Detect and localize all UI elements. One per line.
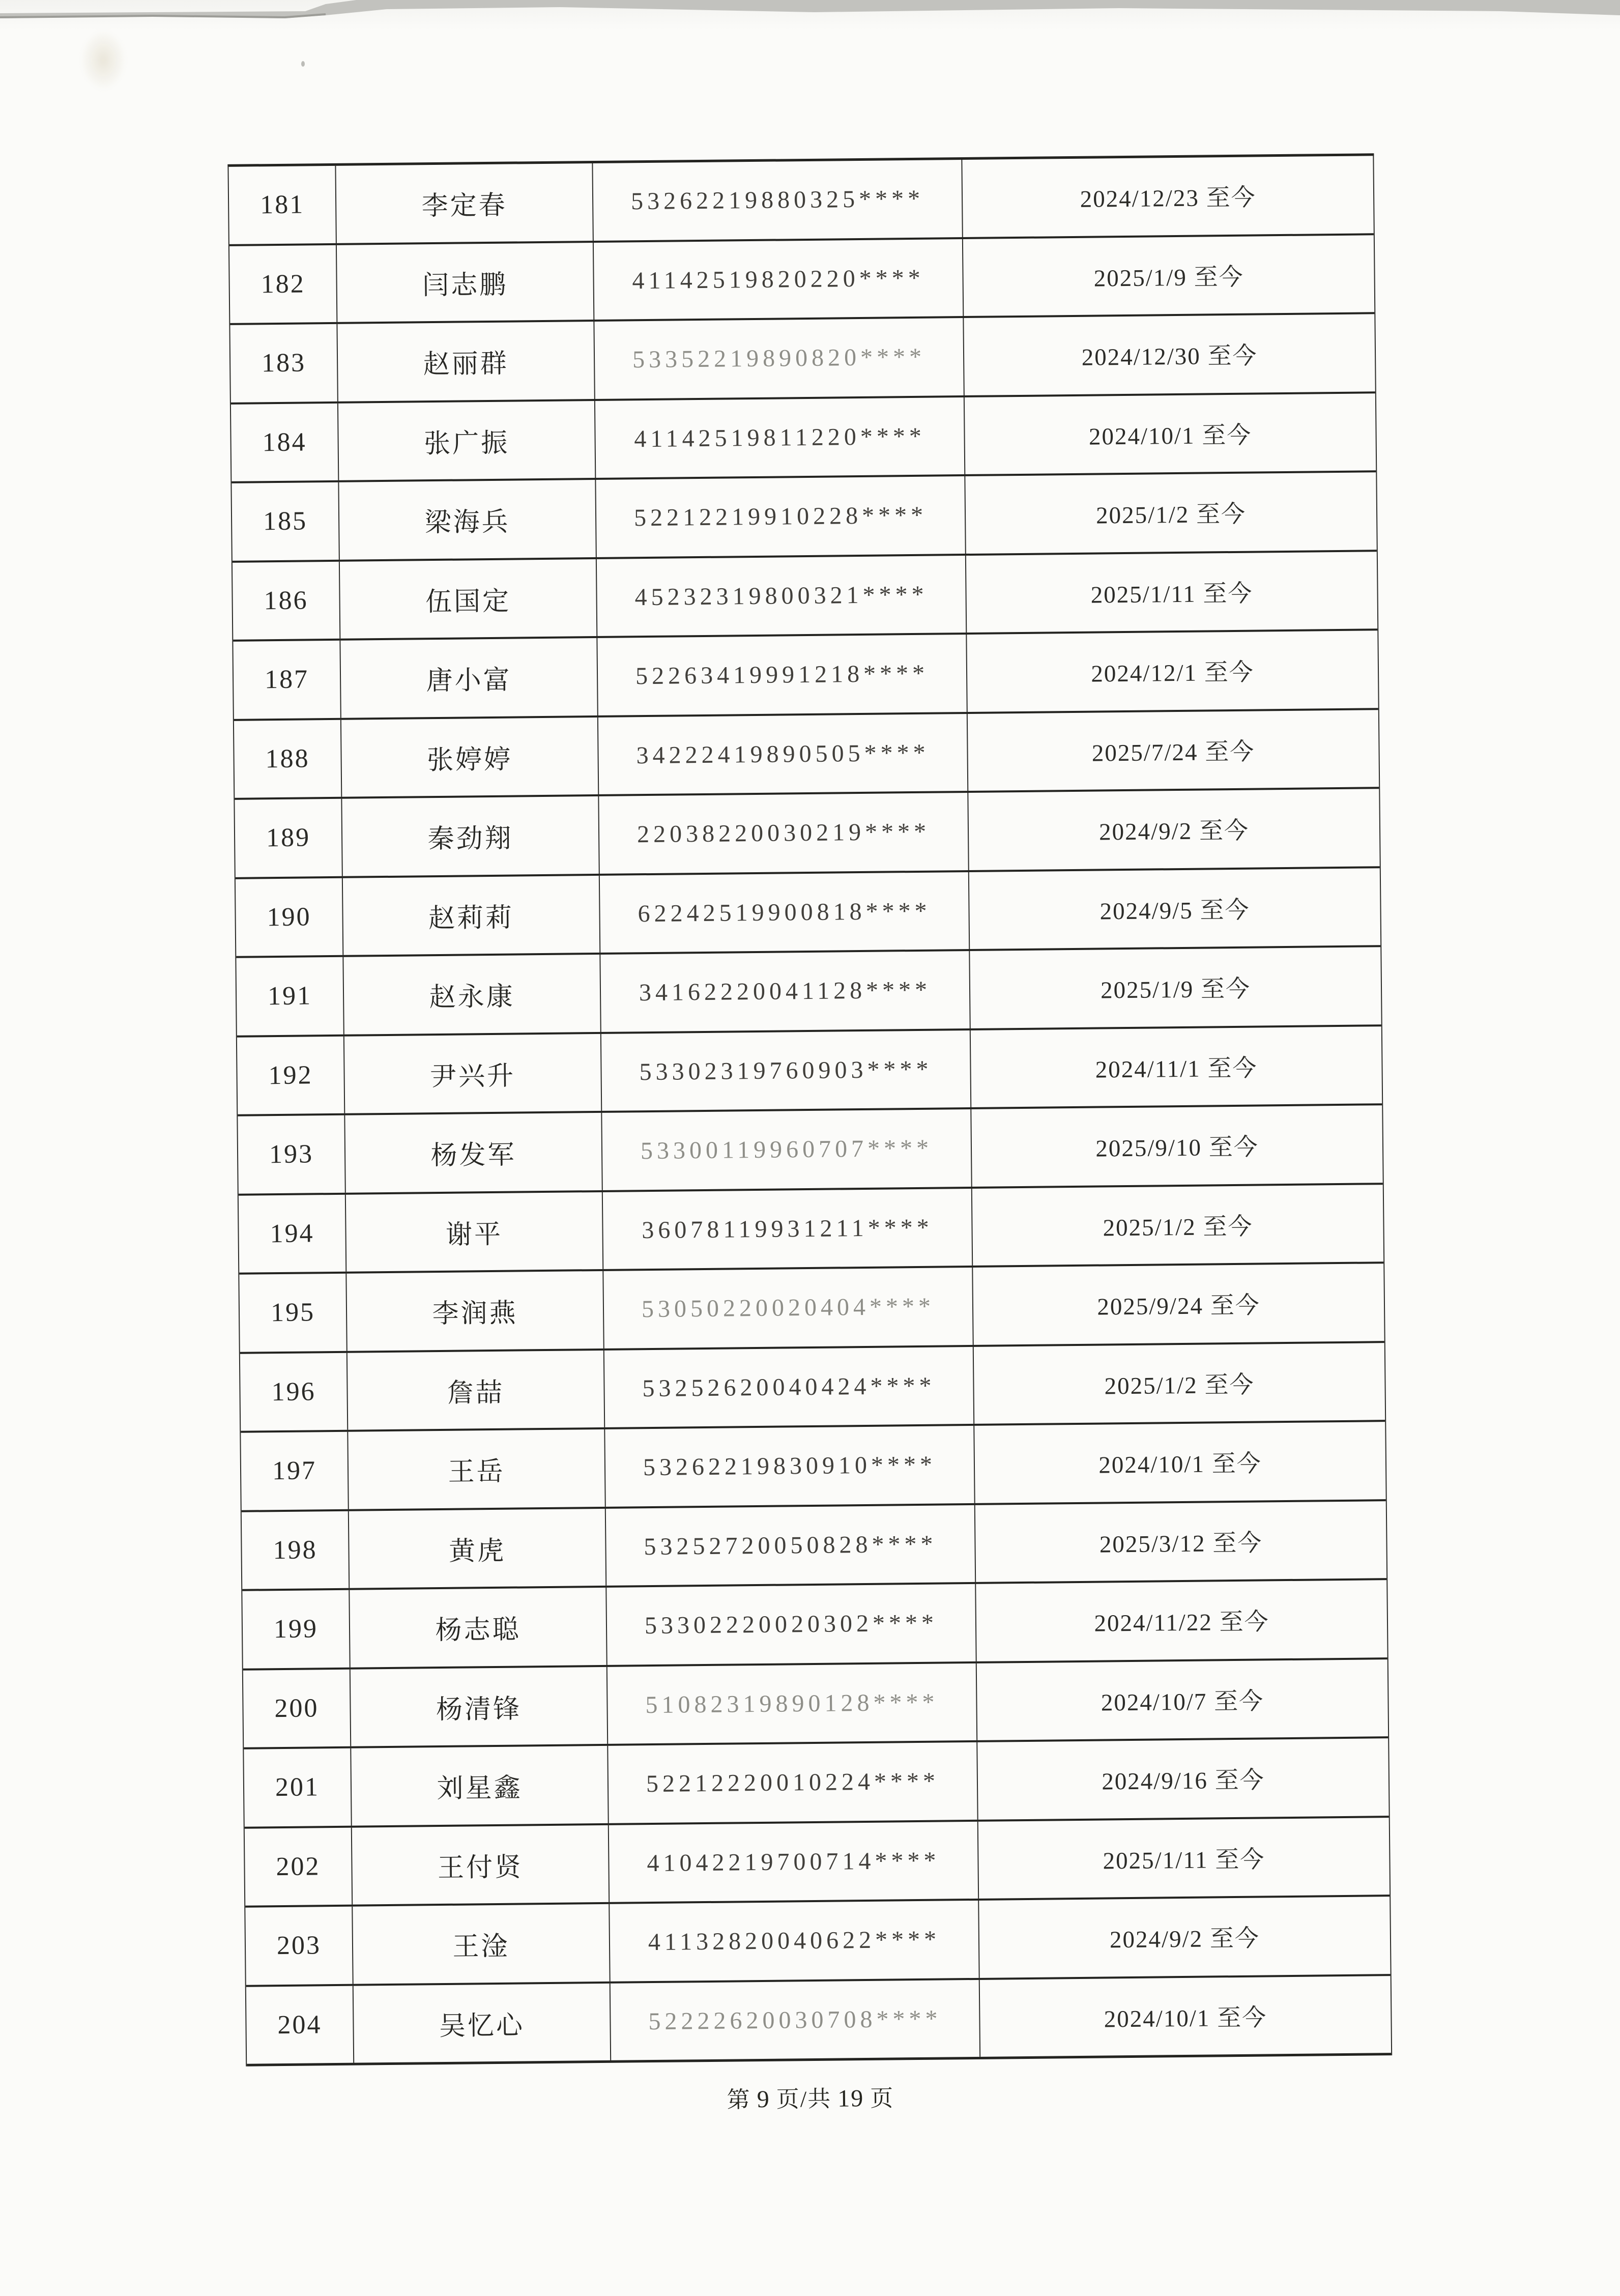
cell-period: 2025/1/2 至今	[971, 1185, 1383, 1266]
footer-separator: 页/共	[776, 2086, 832, 2112]
cell-serial: 185	[263, 506, 308, 536]
cell-serial: 184	[262, 427, 307, 457]
cell-serial: 201	[275, 1772, 320, 1802]
cell-id-number: 45232319800321****	[596, 556, 966, 636]
cell-period: 2025/9/24 至今	[972, 1264, 1384, 1344]
cell-id-number: 41042219700714****	[608, 1821, 978, 1902]
cell-name: 王淦	[352, 1904, 609, 1984]
cell-id-number: 41142519811220****	[594, 397, 964, 478]
table-row	[229, 235, 1374, 325]
cell-id-number: 52263419991218****	[596, 635, 966, 715]
cell-period: 2025/3/12 至今	[974, 1501, 1386, 1582]
cell-name: 杨志聪	[349, 1588, 606, 1667]
cell-id-number: 34162220041128****	[599, 951, 969, 1031]
footer-prefix: 第	[727, 2087, 751, 2113]
table-row	[238, 1105, 1382, 1195]
cell-serial: 181	[259, 190, 305, 220]
cell-name: 詹喆	[346, 1350, 604, 1429]
cell-id-number: 53302319760903****	[600, 1030, 970, 1110]
cell-name: 王岳	[347, 1429, 604, 1509]
cell-period: 2025/1/9 至今	[962, 235, 1374, 316]
footer-total-pages: 19	[837, 2085, 864, 2112]
cell-serial: 198	[273, 1535, 317, 1565]
cell-id-number: 53050220020404****	[602, 1268, 972, 1348]
table-row	[230, 314, 1375, 404]
cell-id-number: 41132820040622****	[609, 1901, 978, 1981]
table-row	[242, 1501, 1386, 1591]
cell-name: 刘星鑫	[350, 1746, 608, 1825]
cell-period: 2024/10/7 至今	[976, 1659, 1388, 1740]
cell-id-number: 51082319890128****	[606, 1663, 976, 1743]
cell-period: 2024/12/23 至今	[961, 156, 1373, 237]
cell-serial: 193	[269, 1139, 314, 1169]
cell-period: 2024/10/1 至今	[964, 393, 1376, 474]
cell-serial: 200	[274, 1694, 319, 1723]
cell-serial: 204	[277, 2010, 322, 2040]
table-row	[237, 1026, 1382, 1116]
table-row	[240, 1343, 1385, 1433]
cell-period: 2025/9/10 至今	[970, 1105, 1382, 1186]
cell-period: 2025/1/11 至今	[965, 552, 1377, 633]
table-row	[235, 789, 1379, 879]
cell-id-number: 53262219830910****	[604, 1426, 974, 1506]
cell-id-number: 52212220010224****	[607, 1742, 977, 1823]
cell-id-number: 53252620040424****	[603, 1346, 973, 1427]
table-row	[243, 1659, 1388, 1749]
table-row	[239, 1264, 1384, 1354]
cell-period: 2025/7/24 至今	[967, 710, 1379, 791]
cell-name: 杨发军	[344, 1113, 601, 1192]
cell-id-number: 53302220020302****	[605, 1584, 975, 1664]
cell-serial: 197	[272, 1456, 317, 1486]
cell-id-number: 34222419890505****	[597, 714, 967, 794]
cell-name: 赵永康	[342, 955, 600, 1034]
cell-name: 李润燕	[345, 1271, 603, 1351]
cell-period: 2024/9/2 至今	[967, 789, 1379, 870]
cell-id-number: 53252720050828****	[605, 1505, 975, 1585]
cell-period: 2024/9/5 至今	[968, 868, 1380, 949]
page-footer	[9, 2073, 1612, 2121]
cell-name: 张广振	[337, 401, 595, 480]
cell-id-number: 36078119931211****	[602, 1188, 972, 1269]
cell-period: 2024/9/16 至今	[976, 1738, 1388, 1819]
cell-id-number: 53300119960707****	[601, 1109, 971, 1190]
personnel-table	[227, 153, 1392, 2066]
cell-name: 王付贤	[351, 1825, 609, 1904]
cell-name: 赵莉莉	[342, 875, 599, 955]
cell-period: 2024/9/2 至今	[978, 1897, 1390, 1977]
cell-id-number: 53352219890820****	[593, 318, 963, 398]
cell-serial: 190	[267, 902, 311, 932]
table-row	[233, 552, 1377, 642]
cell-serial: 195	[270, 1298, 315, 1328]
cell-id-number: 52212219910228****	[595, 476, 965, 557]
cell-period: 2025/1/9 至今	[969, 947, 1381, 1028]
cell-name: 唐小富	[339, 638, 597, 718]
cell-id-number: 62242519900818****	[599, 872, 969, 952]
footer-suffix: 页	[870, 2085, 894, 2111]
cell-name: 吴忆心	[353, 1983, 610, 2062]
cell-id-number: 52222620030708****	[610, 1979, 979, 2060]
cell-serial: 186	[264, 586, 308, 616]
cell-serial: 191	[267, 981, 312, 1011]
table-row	[231, 393, 1376, 483]
cell-name: 秦劲翔	[341, 796, 598, 876]
cell-id-number: 53262219880325****	[592, 160, 962, 240]
cell-serial: 196	[271, 1377, 316, 1407]
cell-serial: 189	[266, 823, 311, 853]
cell-name: 闫志鹏	[336, 243, 593, 322]
cell-id-number: 22038220030219****	[598, 793, 968, 873]
table-row	[234, 710, 1379, 800]
cell-name: 李定春	[335, 163, 592, 243]
table-row	[245, 1818, 1390, 1908]
cell-serial: 202	[276, 1852, 321, 1881]
cell-period: 2024/12/1 至今	[966, 630, 1378, 711]
table-row	[246, 1976, 1391, 2067]
cell-name: 梁海兵	[338, 480, 595, 559]
cell-period: 2025/1/11 至今	[977, 1818, 1390, 1899]
cell-name: 谢平	[345, 1192, 602, 1271]
cell-serial: 187	[264, 665, 309, 695]
cell-period: 2024/12/30 至今	[963, 314, 1375, 395]
cell-id-number: 41142519820220****	[593, 239, 963, 320]
table-row	[239, 1185, 1383, 1275]
cell-name: 尹兴升	[343, 1034, 601, 1113]
cell-period: 2024/11/22 至今	[975, 1580, 1387, 1661]
cell-name: 张婷婷	[340, 717, 598, 796]
cell-name: 伍国定	[339, 559, 596, 638]
cell-serial: 192	[268, 1060, 313, 1090]
table-row	[228, 156, 1373, 246]
cell-period: 2025/1/2 至今	[973, 1343, 1385, 1424]
cell-name: 赵丽群	[336, 322, 594, 401]
cell-serial: 203	[276, 1931, 322, 1961]
footer-page-number: 9	[757, 2085, 770, 2113]
table-row	[232, 472, 1376, 562]
cell-serial: 188	[265, 744, 310, 773]
cell-serial: 182	[261, 269, 305, 299]
cell-name: 杨清锋	[350, 1667, 607, 1746]
cell-period: 2024/10/1 至今	[979, 1976, 1391, 2057]
cell-period: 2024/10/1 至今	[973, 1422, 1385, 1503]
table-row	[236, 868, 1380, 958]
table-row	[245, 1897, 1390, 1987]
cell-period: 2025/1/2 至今	[964, 472, 1376, 553]
table-row	[236, 947, 1381, 1037]
table-row	[233, 630, 1378, 721]
cell-serial: 183	[261, 348, 306, 378]
cell-name: 黄虎	[348, 1508, 605, 1588]
cell-serial: 194	[270, 1219, 314, 1248]
table-row	[242, 1580, 1387, 1670]
cell-serial: 199	[273, 1614, 319, 1644]
table-row	[241, 1422, 1385, 1512]
cell-period: 2024/11/1 至今	[970, 1026, 1382, 1107]
table-row	[244, 1738, 1388, 1828]
